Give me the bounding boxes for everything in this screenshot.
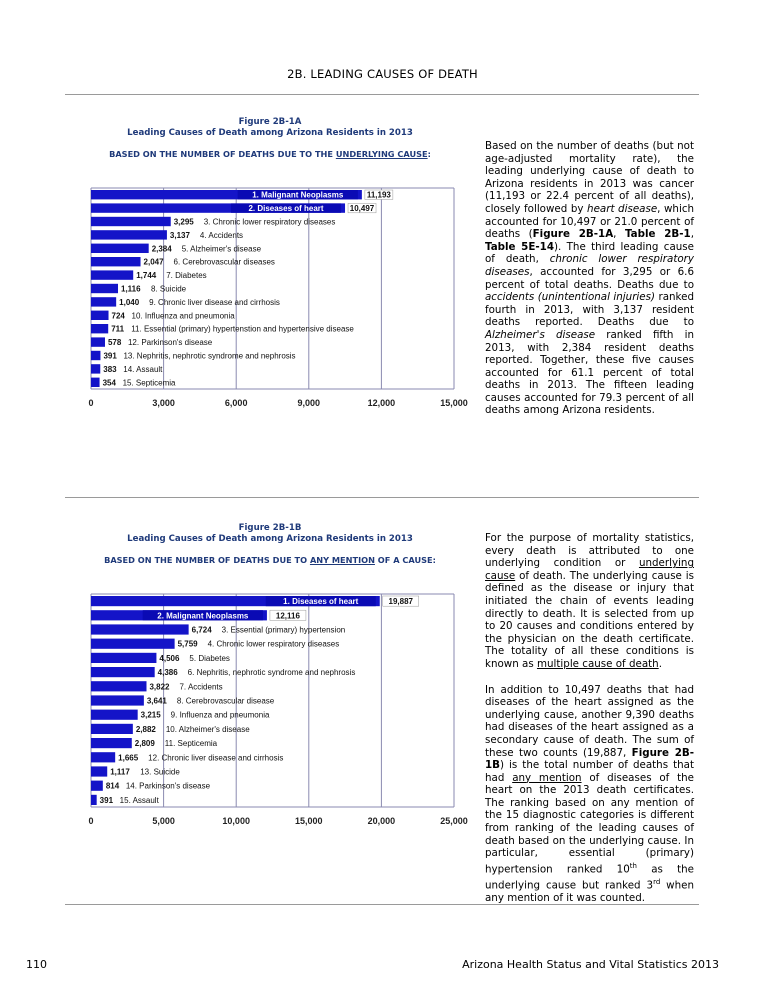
paragraph_a-segment: ranked fourth in 2013, with 3,137 resident deaths reported. Deaths due to	[485, 291, 694, 329]
value-label: 711	[111, 324, 125, 334]
value-label: 1,744	[136, 271, 157, 281]
paragraph_b1-segment: multiple cause of death	[536, 657, 659, 670]
category-label: 12. Chronic liver disease and cirrhosis	[148, 753, 284, 763]
bar	[91, 653, 156, 663]
category-label: 12. Parkinson's disease	[127, 338, 213, 348]
bar	[91, 781, 103, 791]
category-label: 2. Diseases of heart	[248, 204, 324, 214]
bar	[91, 795, 97, 805]
value-label: 391	[99, 795, 114, 805]
category-label: 2. Malignant Neoplasms	[157, 611, 249, 621]
x-tick-label: 0	[88, 816, 94, 826]
bar	[91, 230, 167, 239]
value-label: 724	[111, 311, 125, 321]
paragraph_a-segment: ,	[613, 228, 625, 241]
category-label: 4. Accidents	[199, 230, 244, 240]
paragraph_a-segment: ,	[690, 228, 694, 241]
paragraph_b2-segment: th	[629, 861, 637, 870]
paragraph_b2-segment: of diseases of the heart on the 2013 death certificates. The ranking based on any mention of the 15 diagnostic categories is different from ranking of the leading causes of death based on the underlying cause. In particular, essential (primary) hypertension ranked 10	[485, 771, 694, 876]
figure-a-chart-svg	[84, 184, 468, 414]
category-label: 8. Cerebrovascular disease	[176, 696, 275, 706]
bar	[91, 297, 116, 306]
paragraph-underlying-cause	[485, 140, 694, 430]
figure-a-chart	[84, 184, 468, 414]
paragraph_b1-segment: of death. The underlying cause is defined as the disease or injury that initiated the chain of events leading directly to death. It is selected from up to 20 causes and conditions entered by the physician on the death certificate. The totality of all these conditions is known as	[485, 569, 694, 670]
category-label: 5. Alzheimer's disease	[181, 244, 262, 254]
bar	[91, 738, 132, 748]
paragraph_b2-segment: In addition to 10,497 deaths that had diseases of the heart assigned as the underlying cause, another 9,390 deaths had diseases of the heart assigned as a secondary cause of death. The sum of these two counts (19,887,	[485, 683, 694, 759]
figure-a-subtitle-pre: BASED ON THE NUMBER OF DEATHS DUE TO THE	[109, 149, 336, 159]
paragraph-a	[485, 140, 694, 417]
figure-a-subtitle-emphasis: UNDERLYING CAUSE	[335, 149, 428, 159]
category-label: 6. Cerebrovascular diseases	[173, 257, 275, 267]
x-tick-label: 15,000	[295, 816, 323, 826]
bar	[91, 311, 109, 320]
category-label: 9. Chronic liver disease and cirrhosis	[149, 297, 280, 307]
page-header-title: 2B. LEADING CAUSES OF DEATH	[287, 67, 478, 81]
value-label: 4,386	[157, 668, 178, 678]
paragraph_b2-segment: when any mention of it was counted.	[485, 879, 694, 904]
section-divider	[65, 497, 699, 498]
value-label: 19,887	[388, 597, 413, 607]
paragraph_b2-segment: any mention	[512, 771, 582, 784]
category-label: 8. Suicide	[151, 284, 187, 294]
category-label: 3. Chronic lower respiratory diseases	[203, 217, 336, 227]
value-label: 391	[103, 351, 117, 361]
bar	[91, 270, 133, 279]
figure-b-subtitle-pre: BASED ON THE NUMBER OF DEATHS DUE TO	[104, 555, 310, 565]
category-label: 1. Diseases of heart	[283, 597, 359, 607]
figure-b-chart-svg	[84, 590, 468, 835]
paragraph_b2-segment: as the underlying cause but ranked 3	[485, 863, 695, 892]
figure-a-heading	[85, 117, 455, 139]
value-label: 5,759	[177, 639, 198, 649]
paragraph_b2-segment: ) is the total number of deaths that had	[485, 759, 694, 784]
category-label: 4. Chronic lower respiratory diseases	[207, 639, 340, 649]
category-label: 11. Essential (primary) hypertenstion and hypertensive disease	[131, 324, 354, 334]
bar	[91, 766, 107, 776]
category-label: 7. Accidents	[179, 682, 223, 692]
paragraph-any-mention	[485, 532, 694, 917]
bar	[91, 681, 146, 691]
figure-b-title: Leading Causes of Death among Arizona Residents in 2013	[127, 534, 413, 544]
category-label: 10. Alzheimer's disease	[165, 724, 250, 734]
paragraph_a-segment: Alzheimer's disease	[485, 328, 596, 341]
value-label: 3,137	[169, 230, 190, 240]
bar	[91, 217, 171, 226]
bar	[91, 257, 141, 266]
bar	[91, 244, 149, 253]
value-label: 10,497	[349, 204, 375, 214]
paragraph_a-segment: ). The third leading cause of death,	[485, 240, 694, 266]
paragraph_b1-segment: For the purpose of mortality statistics, every death is attributed to one underlying condition or	[485, 532, 694, 570]
bar	[91, 639, 175, 649]
value-label: 814	[105, 781, 120, 791]
category-label: 15. Assault	[119, 795, 159, 805]
value-label: 6,724	[191, 625, 212, 635]
x-tick-label: 3,000	[152, 398, 175, 408]
bar	[91, 710, 138, 720]
value-label: 2,882	[135, 724, 156, 734]
category-label: 14. Assault	[123, 364, 163, 374]
figure-b-chart	[84, 590, 468, 835]
x-tick-label: 10,000	[222, 816, 250, 826]
bar	[91, 724, 133, 734]
value-label: 578	[107, 338, 122, 348]
page-number: 110	[26, 958, 47, 971]
value-label: 1,040	[119, 297, 140, 307]
footer-divider	[65, 904, 699, 905]
bar	[91, 378, 100, 387]
paragraph_a-segment: Based on the number of deaths (but not age-adjusted mortality rate), the leading underlying cause of death to Arizona residents in 2013 was cancer (11,193 or 22.4 percent of all deaths), closely followed by	[485, 140, 694, 215]
paragraph_a-segment: ranked fifth in 2013, with 2,384 resident deaths reported. Together, these five causes accounted for 61.1 percent of total deaths in 2013. The fifteen leading causes accounted for 79.3 percent of all deaths among Arizona residents.	[485, 328, 694, 417]
figure-b-number: Figure 2B-1B	[238, 523, 302, 533]
category-label: 15. Septicemia	[122, 378, 176, 388]
figure-a-title: Leading Causes of Death among Arizona Residents in 2013	[127, 128, 413, 138]
publication-title: Arizona Health Status and Vital Statistics 2013	[462, 958, 719, 971]
paragraph_a-segment: , accounted for 3,295 or 6.6 percent of total deaths. Deaths due to	[485, 265, 694, 291]
category-label: 13. Nephritis, nephrotic syndrome and nephrosis	[123, 351, 296, 361]
category-label: 11. Septicemia	[164, 739, 218, 749]
value-label: 3,295	[173, 217, 194, 227]
paragraph_b2-segment: Figure 2B-1B	[485, 746, 694, 772]
category-label: 7. Diabetes	[166, 271, 207, 281]
value-label: 1,665	[118, 753, 139, 763]
figure-a-subtitle	[85, 149, 455, 159]
x-tick-label: 5,000	[152, 816, 175, 826]
bar	[91, 284, 118, 293]
value-label: 3,641	[146, 696, 167, 706]
category-label: 1. Malignant Neoplasms	[252, 190, 344, 200]
figure-b-heading	[85, 523, 455, 545]
bar	[91, 695, 144, 705]
category-label: 6. Nephritis, nephrotic syndrome and nephrosis	[187, 668, 356, 678]
figure-b-subtitle-post: OF A CAUSE:	[374, 555, 436, 565]
paragraph_a-segment: accidents (unintentional injuries)	[485, 291, 656, 304]
value-label: 2,809	[134, 739, 155, 749]
bar	[91, 324, 108, 333]
figure-a-subtitle-post: :	[427, 149, 431, 159]
x-tick-label: 6,000	[224, 398, 248, 408]
figure-b-subtitle-emphasis: ANY MENTION	[309, 555, 375, 565]
bar	[91, 337, 105, 346]
x-tick-label: 20,000	[367, 816, 396, 826]
figure-a-number: Figure 2B-1A	[238, 117, 302, 127]
paragraph-b2	[485, 684, 694, 905]
x-tick-label: 0	[88, 398, 94, 408]
paragraph_a-segment: heart disease	[587, 202, 658, 215]
category-label: 5. Diabetes	[189, 653, 230, 663]
x-tick-label: 12,000	[367, 398, 396, 408]
value-label: 2,384	[151, 244, 172, 254]
paragraph_a-segment: Table 5E-14	[485, 240, 554, 253]
x-tick-label: 15,000	[440, 398, 468, 408]
category-label: 10. Influenza and pneumonia	[131, 311, 235, 321]
header-divider	[65, 94, 699, 95]
value-label: 3,215	[140, 710, 161, 720]
category-label: 3. Essential (primary) hypertension	[221, 625, 346, 635]
value-label: 1,117	[110, 767, 130, 777]
paragraph_b1-segment: .	[658, 657, 662, 670]
figure-b-subtitle	[85, 555, 455, 565]
paragraph_a-segment: Figure 2B-1A	[532, 228, 614, 241]
category-label: 9. Influenza and pneumonia	[170, 710, 270, 720]
x-tick-label: 25,000	[440, 816, 468, 826]
bar	[91, 624, 189, 634]
category-label: 13. Suicide	[140, 767, 180, 777]
value-label: 383	[103, 364, 117, 374]
value-label: 12,116	[275, 611, 300, 621]
bar	[91, 351, 100, 360]
paragraph_a-segment: , which accounted for 10,497 or 21.0 percent of deaths (	[485, 202, 695, 241]
paragraph-b1	[485, 532, 694, 671]
bar	[91, 667, 155, 677]
value-label: 11,193	[366, 190, 391, 200]
bar	[91, 364, 100, 373]
bar	[91, 752, 115, 762]
paragraph_b2-segment: rd	[653, 877, 661, 886]
value-label: 3,822	[149, 682, 170, 692]
value-label: 4,506	[159, 653, 180, 663]
value-label: 2,047	[143, 257, 164, 267]
value-label: 354	[102, 378, 116, 388]
paragraph_a-segment: chronic lower respiratory diseases	[485, 253, 694, 278]
category-label: 14. Parkinson's disease	[125, 781, 211, 791]
x-tick-label: 9,000	[297, 398, 321, 408]
value-label: 1,116	[121, 284, 141, 294]
paragraph_a-segment: Table 2B-1	[624, 228, 691, 241]
paragraph_b1-segment: underlying cause	[485, 557, 694, 582]
